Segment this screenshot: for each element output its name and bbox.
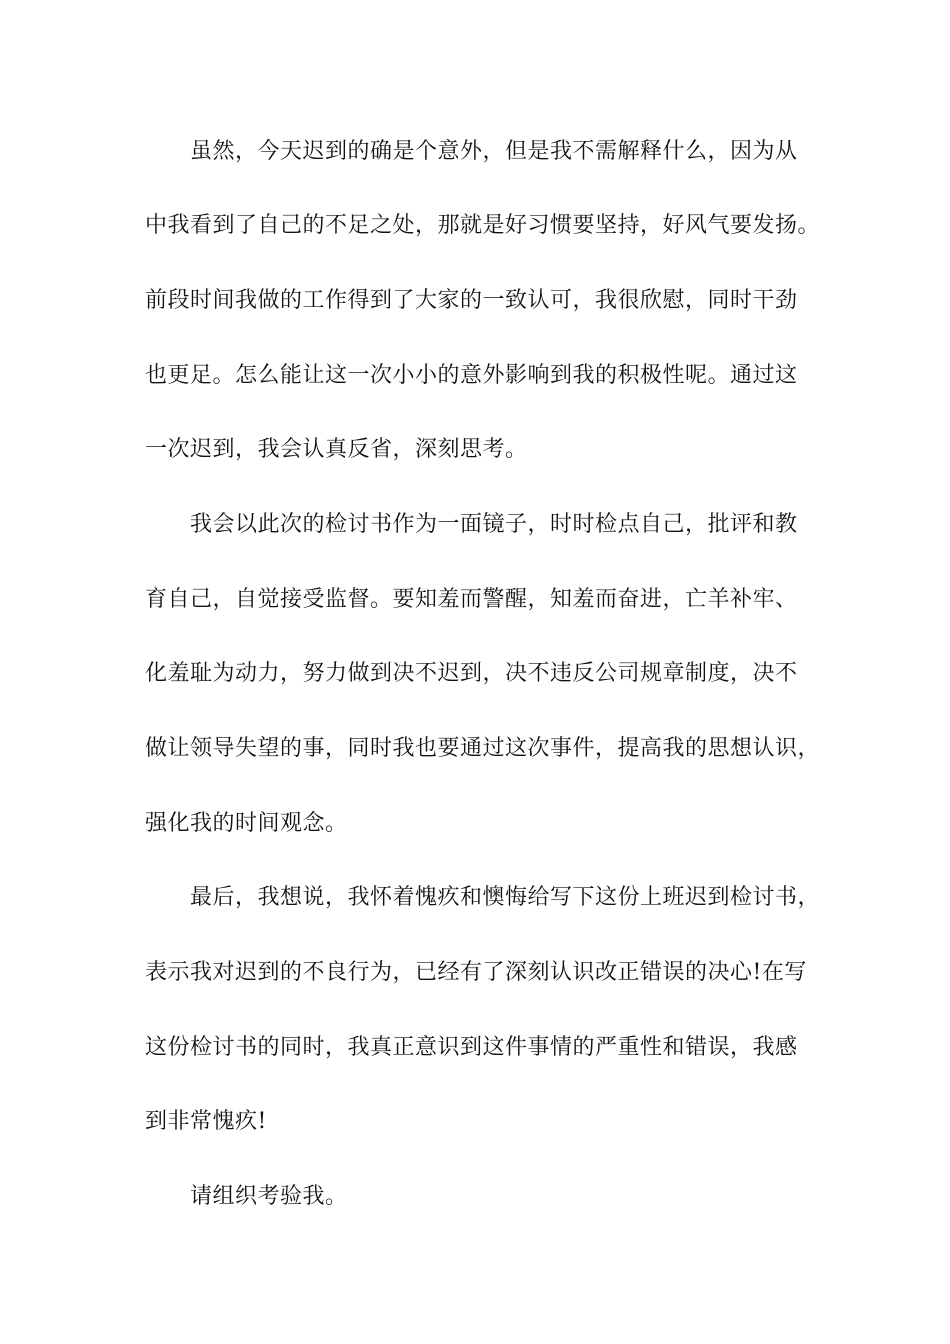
paragraph-1-line-1: 虽然，今天迟到的确是个意外，但是我不需解释什么，因为从 (190, 139, 798, 164)
paragraph-2-line-5: 强化我的时间观念。 (145, 811, 348, 836)
paragraph-3-line-2: 表示我对迟到的不良行为，已经有了深刻认识改正错误的决心!在写 (145, 960, 807, 985)
closing-line: 请组织考验我。 (190, 1184, 348, 1209)
paragraph-1-line-4: 也更足。怎么能让这一次小小的意外影响到我的积极性呢。通过这 (145, 363, 798, 388)
paragraph-3-line-1: 最后，我想说，我怀着愧疚和懊悔给写下这份上班迟到检讨书， (190, 885, 821, 910)
paragraph-2-line-4: 做让领导失望的事，同时我也要通过这次事件，提高我的思想认识， (145, 736, 821, 761)
paragraph-3-line-3: 这份检讨书的同时，我真正意识到这件事情的严重性和错误，我感 (145, 1035, 798, 1060)
paragraph-3-line-4: 到非常愧疚! (145, 1109, 267, 1134)
paragraph-1-line-3: 前段时间我做的工作得到了大家的一致认可，我很欣慰，同时干劲 (145, 288, 798, 313)
paragraph-1-line-2: 中我看到了自己的不足之处，那就是好习惯要坚持，好风气要发扬。 (145, 213, 821, 238)
paragraph-1-line-5: 一次迟到，我会认真反省，深刻思考。 (145, 437, 528, 462)
paragraph-2-line-1: 我会以此次的检讨书作为一面镜子，时时检点自己，批评和教 (190, 512, 798, 537)
paragraph-2-line-2: 育自己，自觉接受监督。要知羞而警醒，知羞而奋进，亡羊补牢、 (145, 587, 798, 612)
paragraph-2-line-3: 化羞耻为动力，努力做到决不迟到，决不违反公司规章制度，决不 (145, 661, 798, 686)
